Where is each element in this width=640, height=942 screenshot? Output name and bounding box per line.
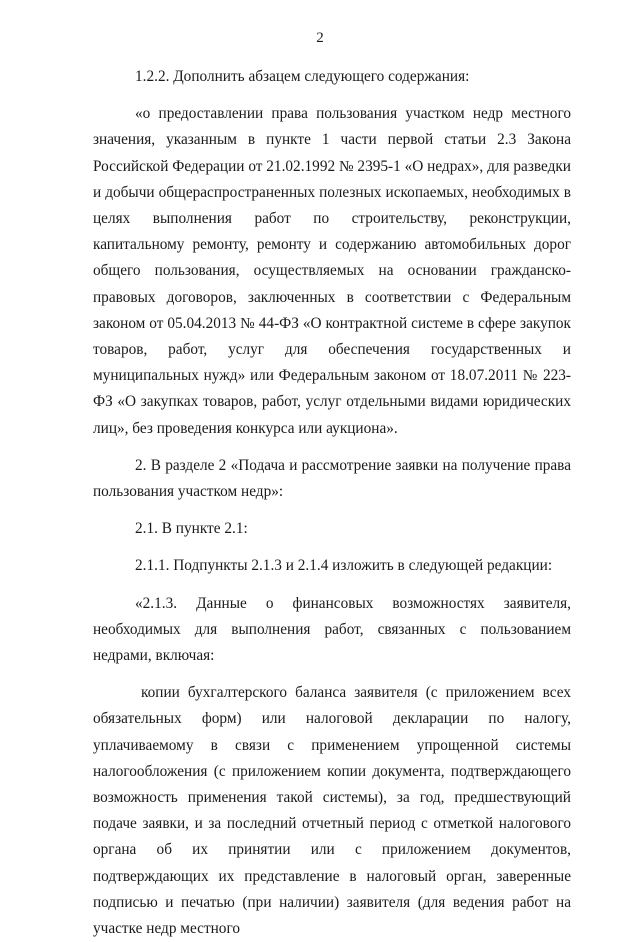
paragraph-section-2: 2. В разделе 2 «Подача и рассмотрение заявки на получение права пользования участком недр»: [93,456,571,501]
paragraph-2-1: 2.1. В пункте 2.1: [135,520,248,538]
page-number: 2 [316,30,324,46]
document-body [93,64,571,942]
paragraph-balance-copies: копии бухгалтерского баланса заявителя (с приложением всех обязательных форм) или налоговой декларации по налогу, уплачиваемому в связи с применением упрощенной системы налогообложения (с приложением копии документа, подтверждающего возможность применения такой системы), за год, предшествующий подаче заявки, и за последний отчетный период с отметкой налогового органа об их принятии или с приложением документов, подтверждающих их представление в налоговый орган, заверенные подписью и печатью (при наличии) заявителя (для ведения работ на участке недр местного [93,684,571,938]
paragraph-1-2-2: 1.2.2. Дополнить абзацем следующего содержания: [135,68,470,85]
paragraph-amendment-text: «о предоставлении права пользования участком недр местного значения, указанным в пункте 1 части первой статьи 2.3 Закона Российской Федерации от 21.02.1992 № 2395-1 «О недрах», для разведки и добычи общераспространенных полезных ископаемых, необходимых в целях выполнения работ по строительству, реконструкции, капитальному ремонту, ремонту и содержанию автомобильных дорог общего пользования, осуществляемых на основании гражданско-правовых договоров, заключенных в соответствии с Федеральным законом от 05.04.2013 № 44-ФЗ «О контрактной системе в сфере закупок товаров, работ, услуг для обеспечения государственных и муниципальных нужд» или Федеральным законом от 18.07.2011 № 223-ФЗ «О закупках товаров, работ, услуг отдельными видами юридических лиц», без проведения конкурса или аукциона». [93,105,571,437]
paragraph-2-1-3: «2.1.3. Данные о финансовых возможностях заявителя, необходимых для выполнения работ, связанных с пользованием недрами, включая: [93,594,571,665]
paragraph-2-1-1: 2.1.1. Подпункты 2.1.3 и 2.1.4 изложить в следующей редакции: [135,557,553,575]
